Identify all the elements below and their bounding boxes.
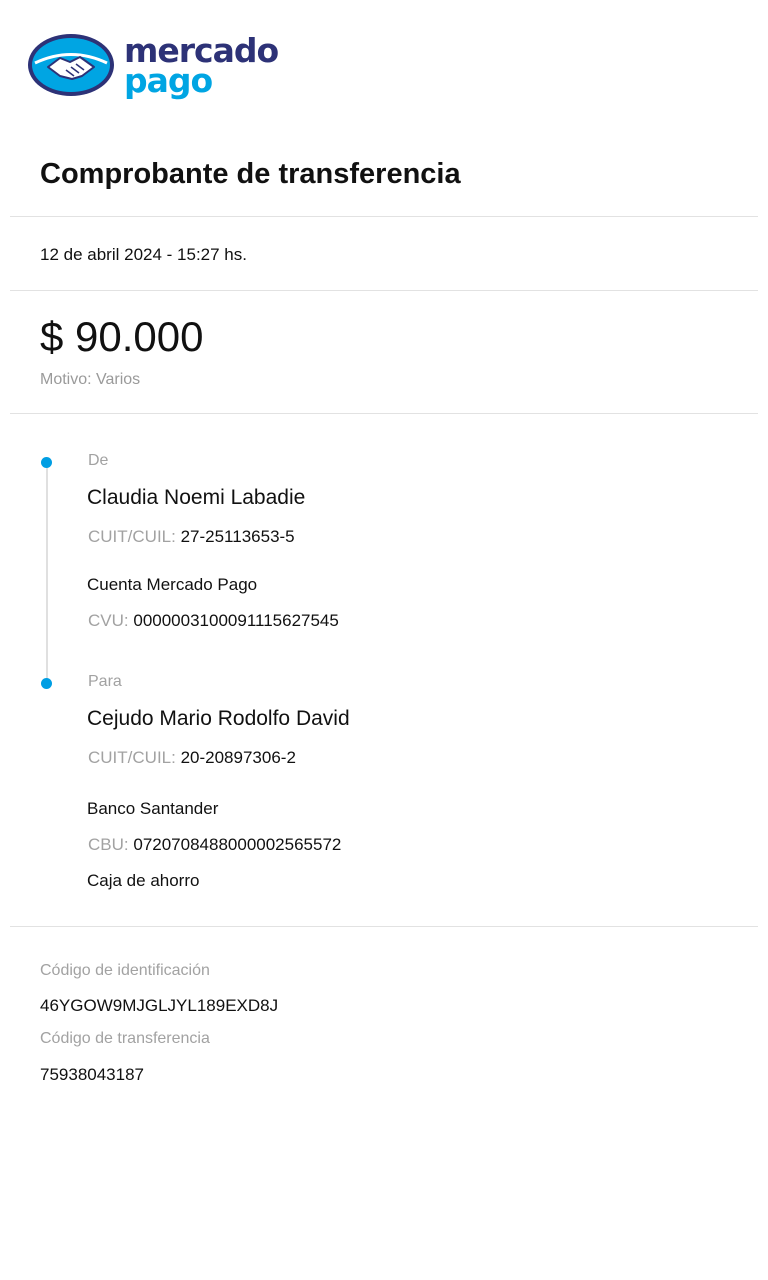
recipient-cbu-label: CBU:	[88, 835, 129, 854]
identification-code-label: Código de identificación	[40, 962, 210, 979]
to-label: Para	[88, 673, 122, 690]
timeline-line	[46, 462, 48, 684]
divider	[10, 290, 758, 291]
divider	[10, 216, 758, 217]
transfer-amount: $ 90.000	[40, 313, 204, 360]
page-title: Comprobante de transferencia	[40, 158, 461, 190]
transfer-code-label: Código de transferencia	[40, 1030, 210, 1047]
sender-name: Claudia Noemi Labadie	[87, 486, 306, 509]
recipient-cbu	[88, 835, 341, 855]
divider	[10, 926, 758, 927]
recipient-cuit	[88, 748, 296, 768]
recipient-cuit-label: CUIT/CUIL:	[88, 748, 176, 767]
sender-cvu	[88, 611, 339, 631]
transfer-date: 12 de abril 2024 - 15:27 hs.	[40, 245, 247, 264]
sender-cvu-label: CVU:	[88, 611, 129, 630]
recipient-name: Cejudo Mario Rodolfo David	[87, 707, 350, 730]
recipient-bank: Banco Santander	[87, 799, 219, 818]
sender-account-name: Cuenta Mercado Pago	[87, 575, 258, 594]
recipient-account-type: Caja de ahorro	[87, 871, 200, 890]
handshake-icon	[26, 32, 116, 98]
sender-cuit	[88, 527, 295, 547]
sender-cuit-value: 27-25113653-5	[180, 527, 295, 546]
sender-cvu-value: 0000003100091115627545	[133, 611, 339, 630]
transfer-code-value: 75938043187	[40, 1065, 145, 1084]
divider	[10, 413, 758, 414]
timeline-dot-from	[41, 457, 52, 468]
timeline-dot-to	[41, 678, 52, 689]
from-label: De	[88, 452, 109, 469]
mercado-pago-logo	[26, 31, 279, 102]
recipient-cbu-value: 0720708488000002565572	[133, 835, 342, 854]
sender-cuit-label: CUIT/CUIL:	[88, 527, 176, 546]
identification-code-value: 46YGOW9MJGLJYL189EXD8J	[40, 996, 279, 1015]
logo-word-pago: pago	[124, 61, 213, 100]
logo-word-mercado: mercado	[124, 31, 279, 70]
recipient-cuit-value: 20-20897306-2	[180, 748, 296, 767]
transfer-reason: Motivo: Varios	[40, 371, 141, 388]
